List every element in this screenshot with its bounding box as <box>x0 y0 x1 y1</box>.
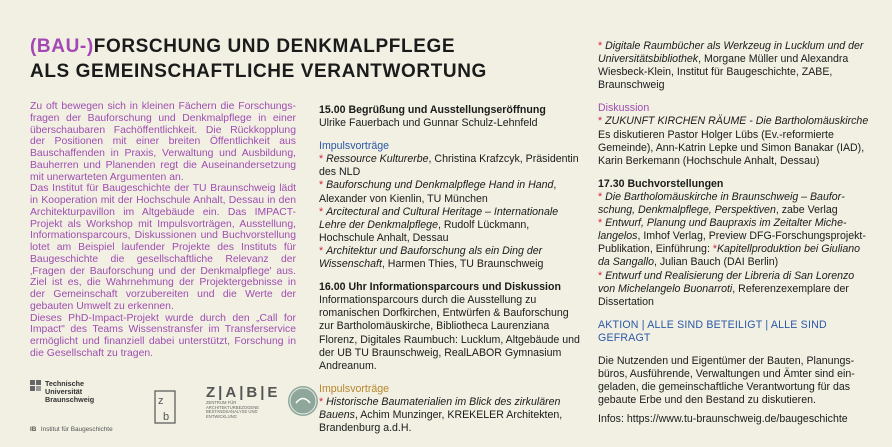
welcome-names: Ulrike Fauerbach und Gunnar Schulz-Lehnfeld <box>319 117 538 130</box>
impuls-heading: Impulsvorträge <box>319 140 390 153</box>
talk-title: Bauforschung und Denkmalpflege Hand in Hand <box>326 179 554 192</box>
title-prefix: (BAU-) <box>30 36 94 57</box>
aktion-line: AKTION | ALLE SIND BETEILIGT | ALLE SIND GEFRAGT <box>598 318 827 344</box>
impuls-item <box>598 40 874 92</box>
star-bullet-icon: * <box>319 395 327 408</box>
star-bullet-icon: * <box>319 153 327 166</box>
book-title: Die Bartholomäuskirche in Braunschweig – Bauforschung, Denkmalpflege, Perspektiven <box>598 190 845 217</box>
zabe-wordmark: Z|A|B|E <box>206 384 281 401</box>
tu-line3: Braunschweig <box>45 395 95 404</box>
star-bullet-icon: * <box>319 179 327 192</box>
book-publisher: , zabe Verlag <box>775 204 838 217</box>
buch-item <box>598 270 874 309</box>
ib-name: Institut für Baugeschichte <box>40 426 113 433</box>
logo-bar <box>30 378 300 433</box>
zabe-subtitle: ZENTRUM FÜR ARCHITEKTURBEZOGENE BESTANDSANALYSE UND ENTWICKLUNG <box>206 400 260 419</box>
welcome-heading: 15.00 Begrüßung und Ausstellungseröffnung <box>319 104 546 116</box>
title-line2: ALS GEMEINSCHAFTLICHE VERANTWORTUNG <box>30 61 487 82</box>
talk-title: Ressource Kulturerbe <box>326 153 429 166</box>
book-title: Entwurf, Planung und Baupraxis im Zeitalter Michelangelos <box>598 217 847 243</box>
tu-line1: Technische <box>45 379 85 388</box>
zabe-mark-icon <box>154 390 176 424</box>
intro-paragraph: Zu oft bewegen sich in kleinen Fächern die Forschungsfragen der Bauforschung und Denkmalpflege in einer überschaubaren Fachöffentlichkeit. Die Rückkopplung der Positionen mit einer breiten Öffentlichkeit aus Bauschaffenden in Praxis, Verwaltung und Ausbildung, Bauherren und Planenden regt die Auseinandersetzung mit unerwarteten Argumenten an. <box>30 101 296 183</box>
impuls-item <box>319 179 581 205</box>
diskussion-heading: Diskussion <box>598 102 650 115</box>
talk-speaker: , Rudolf Lückmann, Hochschule Anhalt, Dessau <box>319 218 530 244</box>
talk-title: Historische Baumaterialien im Blick des zirkulären Bauens <box>319 395 561 421</box>
tu-braunschweig-logo <box>30 379 113 433</box>
buch-item <box>598 217 874 269</box>
intro-paragraph: Dieses PhD-Impact-Projekt wurde durch den „Call for Impact" des Teams Wissenstransfer im Transferservice ermöglicht und finanziell dabei unterstützt, Forschung in die Gesellschaft zu tragen. <box>30 312 296 359</box>
star-bullet-icon: * <box>598 40 606 52</box>
star-bullet-icon: * <box>712 243 717 256</box>
parcours-text: Informationsparcours durch die Ausstellung zu romanischen Dorfkirchen, Entwürfen & Bauforschung zur Bartholomäuskirche, Bibliotheca Laurenziana Florenz, Digitales Raumbuch: Lucklum, Altgebäude und der UB TU Braunschweig, RealLABOR Gymnasium Andreanum. <box>319 294 580 372</box>
talk-speaker: , Alexander von Kienlin, TU München <box>319 179 557 205</box>
title-line1: FORSCHUNG UND DENKMALPFLEGE <box>93 36 456 57</box>
star-bullet-icon: * <box>598 217 606 230</box>
book-publisher: , Referenzexemplare der Dissertation <box>598 282 849 308</box>
zabe-logo <box>206 384 281 424</box>
svg-text:b: b <box>163 411 170 423</box>
talk-title: Digitale Raumbücher als Werkzeug in Lucklum und der Universitätsbibliothek <box>598 40 864 66</box>
buch-item <box>598 191 874 217</box>
talk-title: Architektur und Bauforschung als ein Ding der Wissenschaft <box>319 244 543 271</box>
talk-title: Arcitectural and Cultural Heritage – Internationale Lehre der Denkmalpflege <box>319 205 559 231</box>
svg-text:z: z <box>158 395 164 407</box>
impuls-item <box>319 245 581 271</box>
diskussion-title-line <box>598 115 874 128</box>
book-title: Kapitellproduktion bei Giuliano da Sangallo <box>598 243 861 269</box>
tu-mark-icon <box>30 380 42 392</box>
book-publisher: , Julian Bauch (DAI Berlin) <box>653 256 779 269</box>
diskussion-title: ZUKUNFT KIRCHEN RÄUME - Die Bartholomäuskirche <box>605 115 869 128</box>
ib-abbr: IB <box>30 426 37 433</box>
impuls2-heading: Impulsvorträge <box>319 382 390 395</box>
book-publisher: , Imhof Verlag, Preview DFG-Forschungsprojekt-Publikation, Einführung: <box>598 230 866 256</box>
program-column-right <box>598 40 874 426</box>
partner-seal-icon <box>288 386 318 416</box>
star-bullet-icon: * <box>598 190 606 203</box>
impuls-item <box>319 153 581 179</box>
talk-speaker: , Harmen Thies, TU Braunschweig <box>381 258 544 271</box>
infos-link[interactable]: Infos: https://www.tu-braunschweig.de/baugeschichte <box>598 413 848 426</box>
program-column-middle <box>319 104 581 435</box>
talk-speaker: , Morgane Müller und Alexandra Wiesbeck-Klein, Institut für Baugeschichte, ZABE, Braunschweig <box>598 53 849 92</box>
parcours-heading: 16.00 Uhr Informationsparcours und Diskussion <box>319 281 561 294</box>
closing-text: Die Nutzenden und Eigentümer der Bauten, Planungsbüros, Ausführende, Verwaltungen und Ämter sind eingeladen, die gemeinschaftliche Verantwortung für das gebaute Erbe und den Bestand zu diskutieren. <box>598 354 855 407</box>
talk-speaker: , Achim Munzinger, KREKELER Architekten, Brandenburg a.d.H. <box>319 408 563 435</box>
buch-heading: 17.30 Buchvorstellungen <box>598 177 724 190</box>
talk-speaker: , Christina Krafzcyk, Präsidentin des NLD <box>319 153 579 179</box>
star-bullet-icon: * <box>319 205 327 218</box>
impuls-item <box>319 396 581 435</box>
diskussion-text: Es diskutieren Pastor Holger Lübs (Ev.-reformierte Gemeinde), Ann-Katrin Lepke und Simon Banakar (IAD), Karin Berkemann (Hochschule Anhalt, Dessau) <box>598 128 865 167</box>
book-title: Entwurf und Realisierung der Libreria di San Lorenzo von Michelangelo Buonarroti <box>598 269 855 295</box>
impuls-item <box>319 206 581 245</box>
star-bullet-icon: * <box>598 269 606 282</box>
star-bullet-icon: * <box>319 244 327 257</box>
tu-line2: Universität <box>45 387 83 396</box>
star-bullet-icon: * <box>598 115 606 128</box>
page-title <box>30 34 487 84</box>
intro-text <box>30 101 296 360</box>
intro-paragraph: Das Institut für Baugeschichte der TU Braunschweig lädt in Kooperation mit der Hochschule Anhalt, Dessau in den Architekturpavillon im Altgebäude ein. Das IMPACT-Projekt als Workshop mit Impulsvorträgen, Ausstellung, Informationsparcours, Diskussionen und Buchvorstellung lotet am Beispiel laufender Projekte des Instituts für Baugeschichte die gesellschaftliche Relevanz der ‚Fragen der Bauforschung und der Denkmalpflege' aus. Ziel ist es, die Wahrnehmung der Projektergebnisse in der Gemeinschaft vorzubereiten und die Werte der gebauten Umwelt zu erkennen. <box>30 183 296 312</box>
